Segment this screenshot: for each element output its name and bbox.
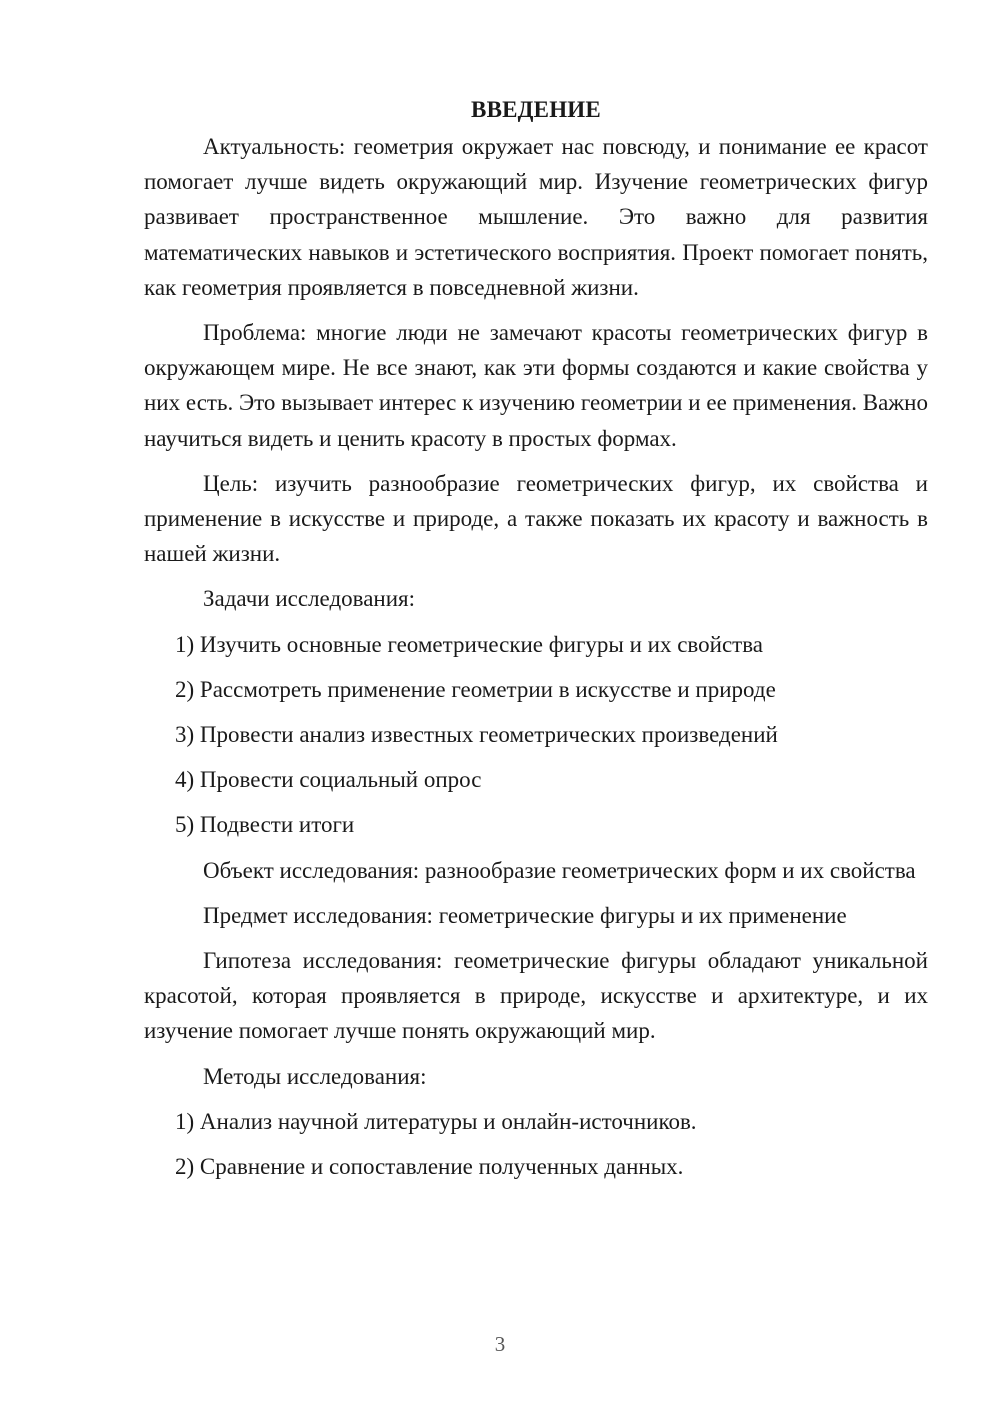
task-item: 4) Провести социальный опрос — [175, 767, 482, 793]
task-item: 5) Подвести итоги — [175, 812, 355, 838]
method-item: 2) Сравнение и сопоставление полученных данных. — [175, 1154, 684, 1180]
methods-label: Методы исследования: — [203, 1063, 427, 1089]
object-paragraph: Объект исследования: разнообразие геометрических форм и их свойства — [203, 857, 916, 883]
problem-paragraph: Проблема: многие люди не замечают красоты геометрических фигур в окружающем мире. Не все знают, как эти формы создаются и какие свойства у них есть. Это вызывает интерес к изучению геометрии и ее применения. Важно научиться видеть и ценить красоту в простых формах. — [144, 320, 928, 451]
subject-paragraph: Предмет исследования: геометрические фигуры и их применение — [203, 902, 847, 928]
method-item: 1) Анализ научной литературы и онлайн-источников. — [175, 1108, 697, 1134]
relevance-paragraph: Актуальность: геометрия окружает нас повсюду, и понимание ее красот помогает лучше видеть окружающий мир. Изучение геометрических фигур развивает пространственное мышление. Это важно для развития математических навыков и эстетического восприятия. Проект помогает понять, как геометрия проявляется в повседневной жизни. — [144, 134, 928, 300]
task-item: 1) Изучить основные геометрические фигуры и их свойства — [175, 631, 763, 657]
page-number: 3 — [494, 1332, 506, 1356]
hypothesis-paragraph: Гипотеза исследования: геометрические фигуры обладают уникальной красотой, которая проявляется в природе, искусстве и архитектуре, и их изучение помогает лучше понять окружающий мир. — [144, 948, 928, 1044]
tasks-label: Задачи исследования: — [203, 586, 416, 612]
goal-paragraph: Цель: изучить разнообразие геометрических фигур, их свойства и применение в искусстве и природе, а также показать их красоту и важность в нашей жизни. — [144, 470, 928, 567]
section-title: ВВЕДЕНИЕ — [471, 97, 601, 122]
task-item: 2) Рассмотреть применение геометрии в искусстве и природе — [175, 676, 776, 702]
task-item: 3) Провести анализ известных геометрических произведений — [175, 722, 778, 748]
page-content — [144, 92, 928, 1194]
